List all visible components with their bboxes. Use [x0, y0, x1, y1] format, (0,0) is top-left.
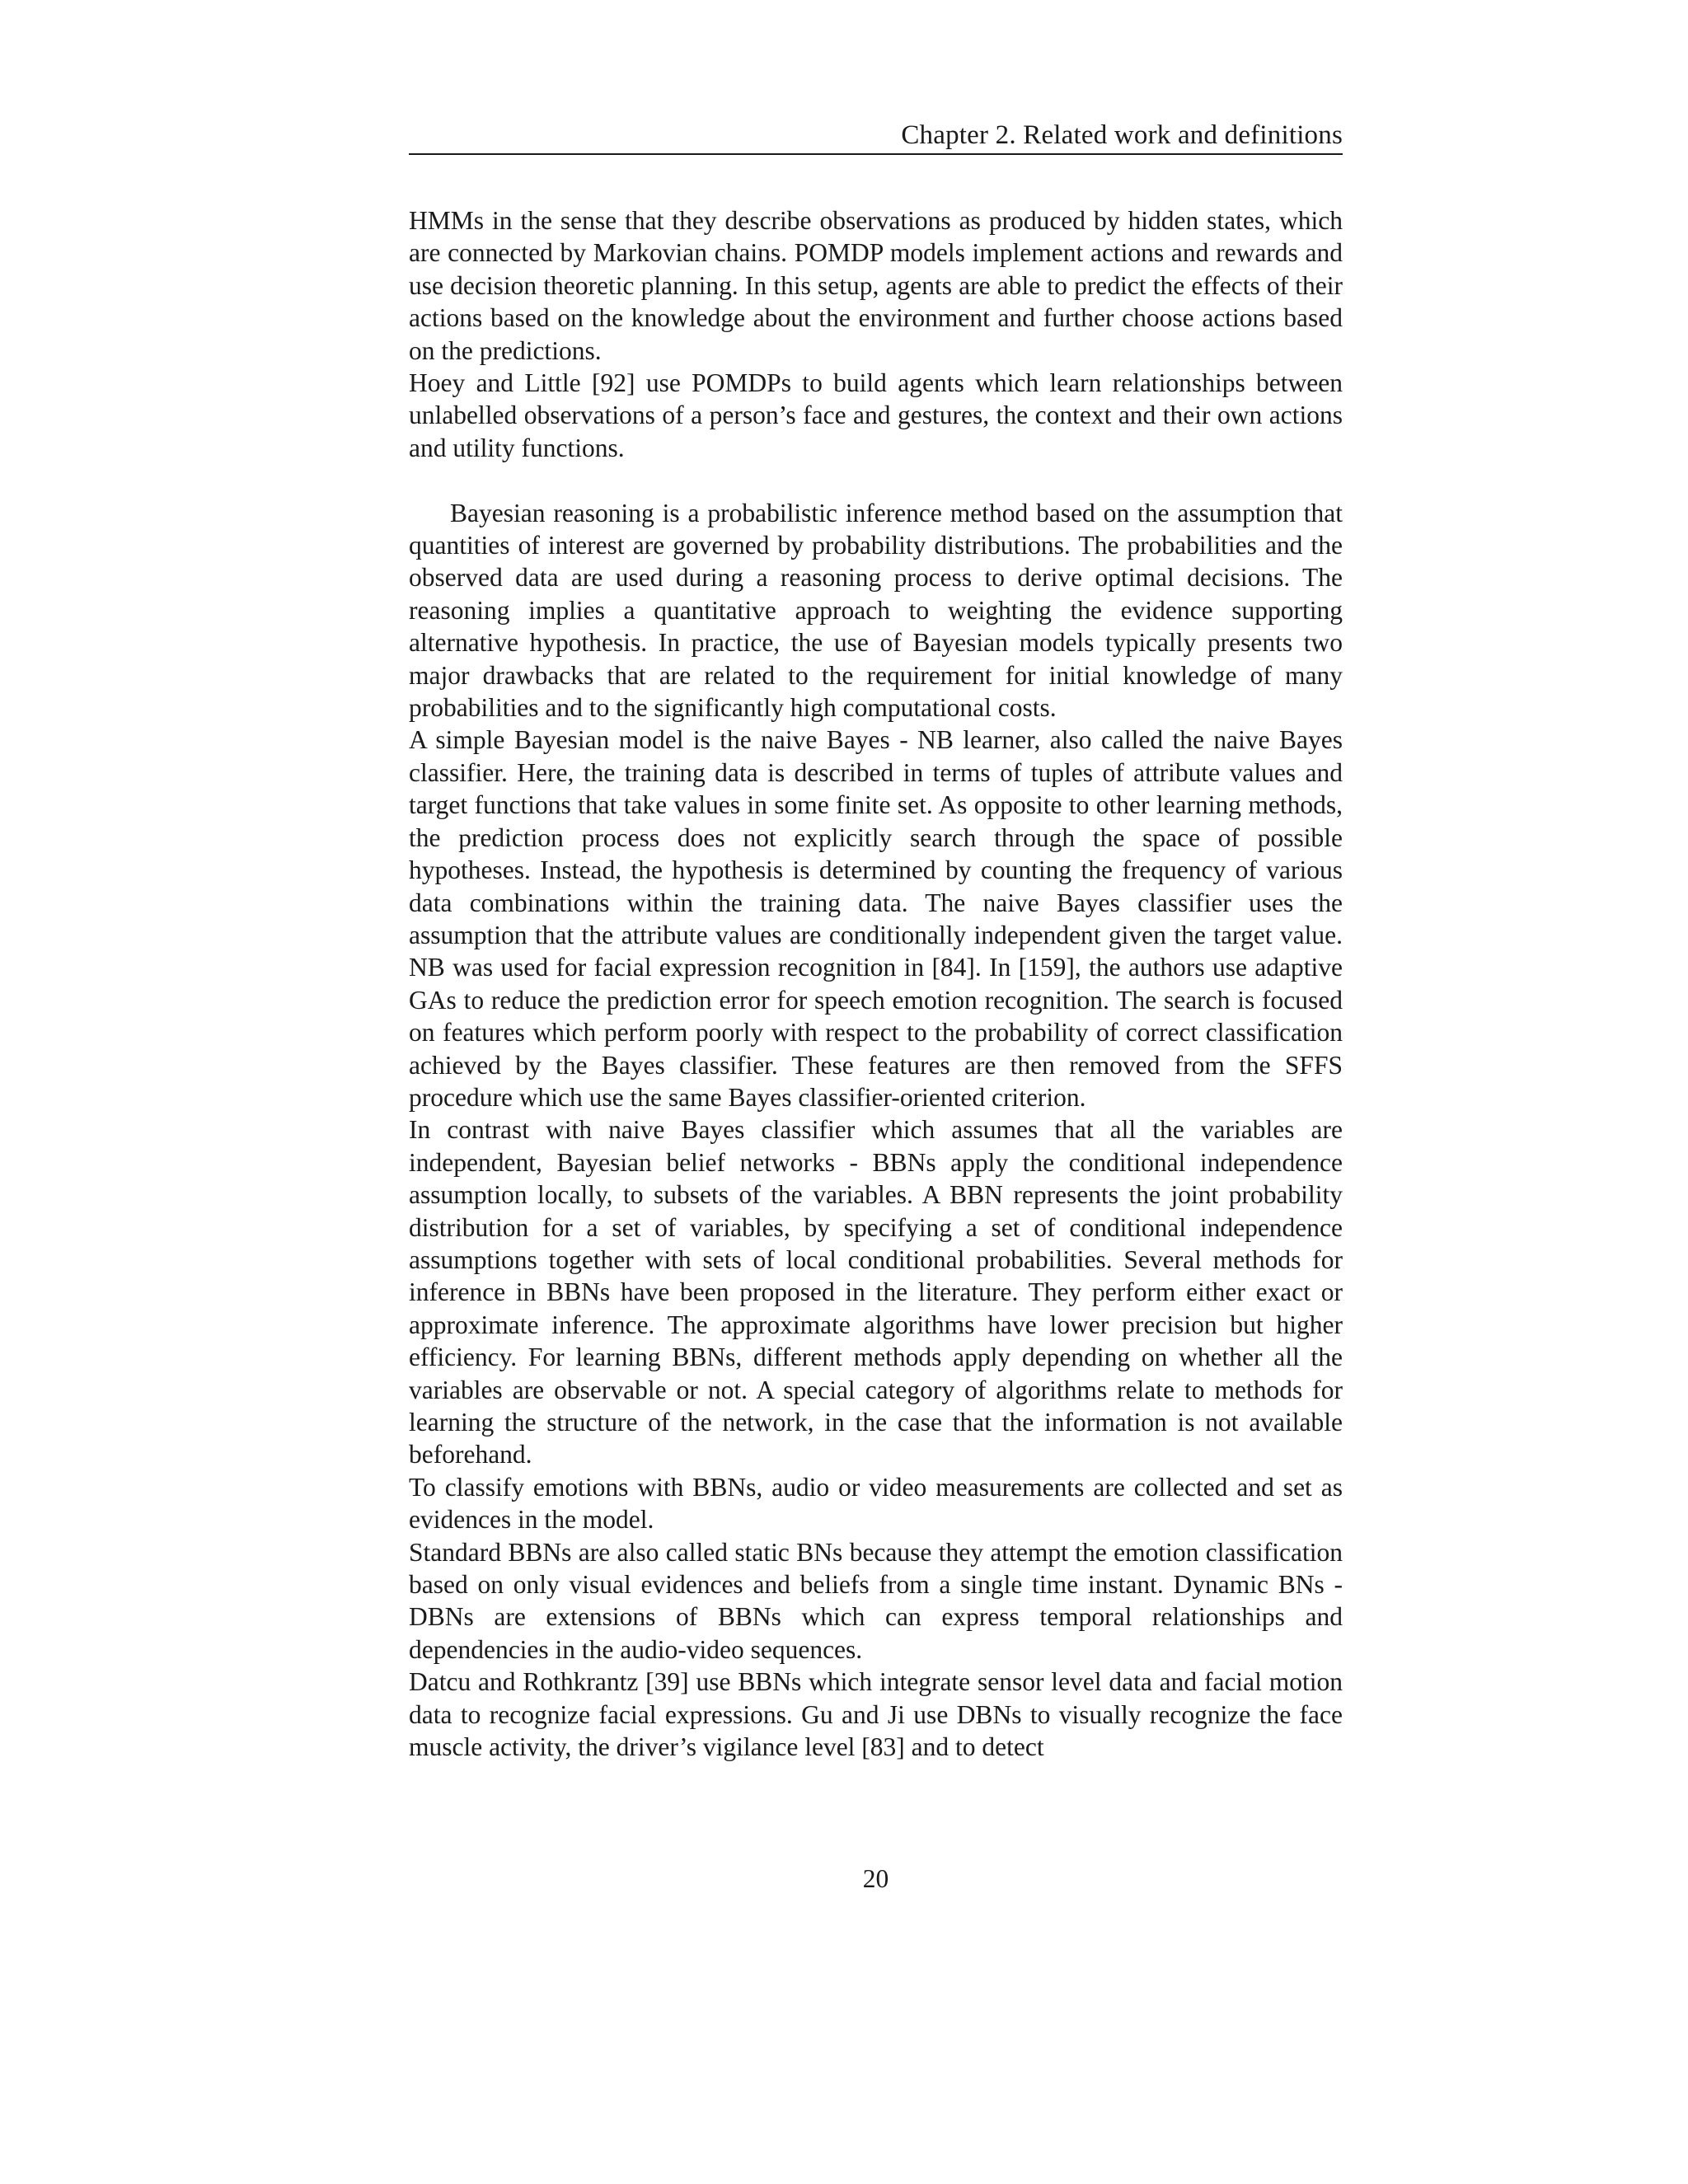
paragraph-hoey-little: Hoey and Little [92] use POMDPs to build agents which learn relationships between unlabelled observations of a person’s face and gestures, the context and their own actions and utility functions.	[409, 368, 1343, 462]
page-number: 20	[862, 1864, 889, 1893]
paragraph-bbn: In contrast with naive Bayes classifier which assumes that all the variables are independent, Bayesian belief networks - BBNs apply the conditional independence assumption locally, to subsets of the variables. A BBN represents the joint probability distribution for a set of variables, by specifying a set of conditional independence assumptions together with sets of local conditional probabilities. Several methods for inference in BBNs have been proposed in the literature. They perform either exact or approximate inference. The approximate algorithms have lower precision but higher efficiency. For learning BBNs, different methods apply depending on whether all the variables are observable or not. A special category of algorithms relate to methods for learning the structure of the network, in the case that the information is not available beforehand.	[409, 1115, 1343, 1469]
paragraph-hmm-continuation: HMMs in the sense that they describe observations as produced by hidden states, which are connected by Markovian chains. POMDP models implement actions and rewards and use decision theoretic planning. In this setup, agents are able to predict the effects of their actions based on the knowledge about the environment and further choose actions based on the predictions.	[409, 206, 1343, 365]
paragraph-naive-bayes: A simple Bayesian model is the naive Bayes - NB learner, also called the naive Bayes classifier. Here, the training data is described in terms of tuples of attribute values and target functions that take values in some finite set. As opposite to other learning methods, the prediction process does not explicitly search through the space of possible hypotheses. Instead, the hypothesis is determined by counting the frequency of various data combinations within the training data. The naive Bayes classifier uses the assumption that the attribute values are conditionally independent given the target value. NB was used for facial expression recognition in [84]. In [159], the authors use adaptive GAs to reduce the prediction error for speech emotion recognition. The search is focused on features which perform poorly with respect to the probability of correct classification achieved by the Bayes classifier. These features are then removed from the SFFS procedure which use the same Bayes classifier-oriented criterion.	[409, 725, 1343, 1112]
paragraph-datcu-rothkrantz: Datcu and Rothkrantz [39] use BBNs which integrate sensor level data and facial motion data to recognize facial expressions. Gu and Ji use DBNs to visually recognize the face muscle activity, the driver’s vigilance level [83] and to detect	[409, 1667, 1343, 1762]
paragraph-bayesian-reasoning: Bayesian reasoning is a probabilistic inference method based on the assumption that quantities of interest are governed by probability distributions. The probabilities and the observed data are used during a reasoning process to derive optimal decisions. The reasoning implies a quantitative approach to weighting the evidence supporting alternative hypothesis. In practice, the use of Bayesian models typically presents two major drawbacks that are related to the requirement for initial knowledge of many probabilities and to the significantly high computational costs.	[409, 498, 1343, 723]
body-text	[409, 204, 1343, 1763]
running-header: Chapter 2. Related work and definitions	[901, 120, 1343, 150]
paragraph-static-dynamic-bn: Standard BBNs are also called static BNs because they attempt the emotion classification based on only visual evidences and beliefs from a single time instant. Dynamic BNs - DBNs are extensions of BBNs which can express temporal relationships and dependencies in the audio-video sequences.	[409, 1537, 1343, 1664]
header-rule	[409, 153, 1343, 155]
paragraph-bbn-classify: To classify emotions with BBNs, audio or video measurements are collected and set as evidences in the model.	[409, 1472, 1343, 1535]
